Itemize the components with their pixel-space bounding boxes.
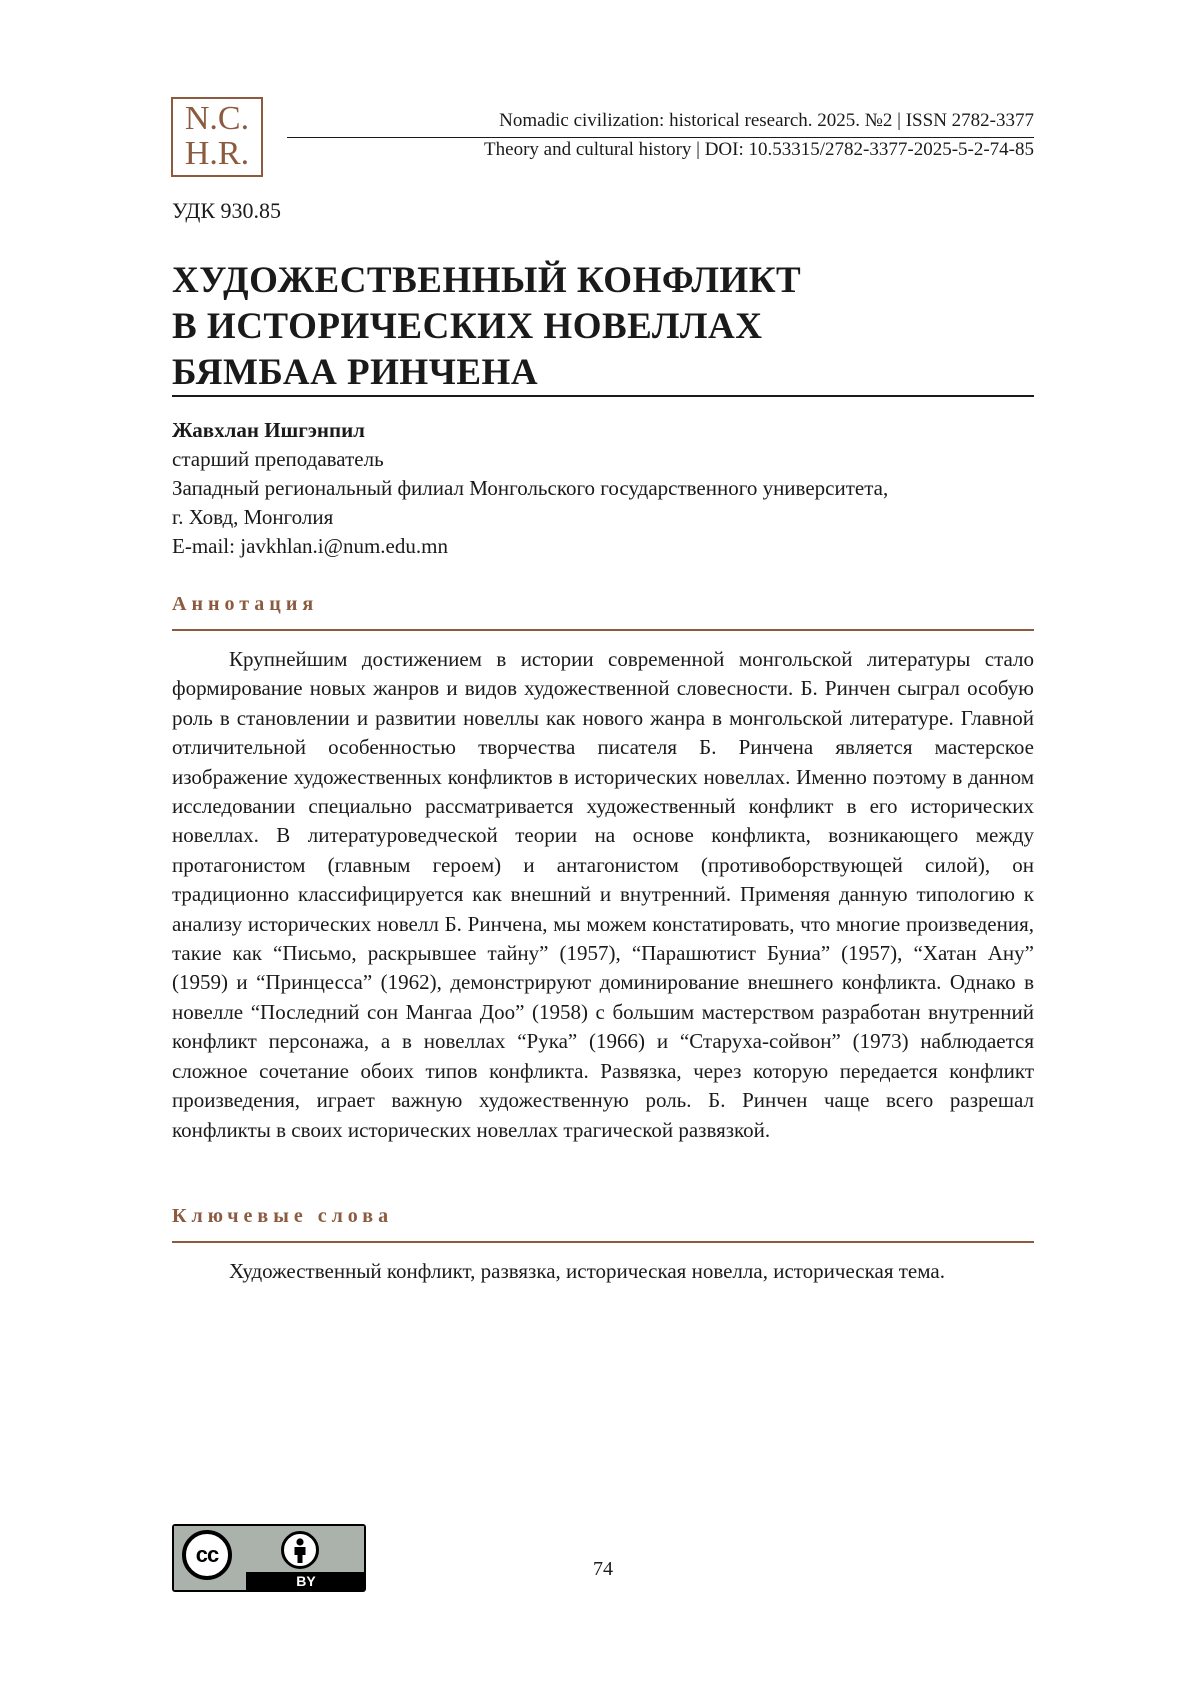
author-info: [172, 416, 1034, 561]
title-line-2: В ИСТОРИЧЕСКИХ НОВЕЛЛАХ: [172, 306, 763, 347]
abstract-text: Крупнейшим достижением в истории современной монгольской литературы стало формирование новых жанров и видов художественной словесности. Б. Ринчен сыграл особую роль в становлении и развитии новеллы как нового жанра в монгольской литературе. Главной отличительной особенностью творчества писателя Б. Ринчена является мастерское изображение художественных конфликтов в исторических новеллах. Именно поэтому в данном исследовании специально рассматривается художественный конфликт в его исторических новеллах. В литературоведческой теории на основе конфликта, возникающего между протагонистом (главным героем) и антагонистом (противоборствующей силой), он традиционно классифицируется как внешний и внутренний. Применяя данную типологию к анализу исторических новелл Б. Ринчена, мы можем констатировать, что многие произведения, такие как “Письмо, раскрывшее тайну” (1957), “Парашютист Буниа” (1957), “Хатан Ану” (1959) и “Принцесса” (1962), демонстрируют доминирование внешнего конфликта. Однако в новелле “Последний сон Мангаа Доо” (1958) с большим мастерством разработан внутренний конфликт персонажа, а в новеллах “Рука” (1966) и “Старуха-сойвон” (1973) наблюдается сложное сочетание обоих типов конфликта. Развязка, через которую передается конфликт произведения, играет важную художественную роль. Б. Ринчен чаще всего разрешал конфликты в своих исторических новеллах трагической развязкой.: [172, 647, 1034, 1142]
author-name: Жавхлан Ишгэнпил: [172, 418, 365, 442]
logo-line-2: H.R.: [184, 135, 250, 172]
doi-info: Theory and cultural history | DOI: 10.53315/2782-3377-2025-5-2-74-85: [484, 139, 1034, 160]
author-location: г. Ховд, Монголия: [172, 505, 334, 529]
article-title: [172, 258, 1032, 396]
cc-badge-body: [174, 1526, 364, 1590]
page-number: 74: [593, 1558, 613, 1580]
author-position: старший преподаватель: [172, 447, 384, 471]
logo-line-1: N.C.: [184, 100, 250, 137]
header-divider: [287, 137, 1034, 138]
title-line-1: ХУДОЖЕСТВЕННЫЙ КОНФЛИКТ: [172, 260, 802, 301]
author-affiliation: Западный региональный филиал Монгольского государственного университета,: [172, 476, 889, 500]
keywords-text: Художественный конфликт, развязка, историческая новелла, историческая тема.: [229, 1259, 945, 1283]
keywords-heading: Ключевые слова: [172, 1205, 394, 1227]
abstract-heading: Аннотация: [172, 593, 319, 615]
abstract-divider: [172, 629, 1034, 631]
author-email[interactable]: E-mail: javkhlan.i@num.edu.mn: [172, 534, 448, 558]
keywords-divider: [172, 1241, 1034, 1243]
attribution-person-icon: [281, 1531, 319, 1569]
cc-by-license-badge[interactable]: [172, 1524, 366, 1592]
title-line-3: БЯМБАА РИНЧЕНА: [172, 352, 539, 393]
journal-logo: [171, 97, 263, 177]
by-label: BY: [246, 1572, 364, 1590]
cc-icon: cc: [182, 1530, 232, 1580]
udk-code: УДК 930.85: [172, 198, 282, 223]
title-divider: [172, 395, 1034, 397]
journal-info: Nomadic civilization: historical research. 2025. №2 | ISSN 2782-3377: [499, 110, 1034, 131]
